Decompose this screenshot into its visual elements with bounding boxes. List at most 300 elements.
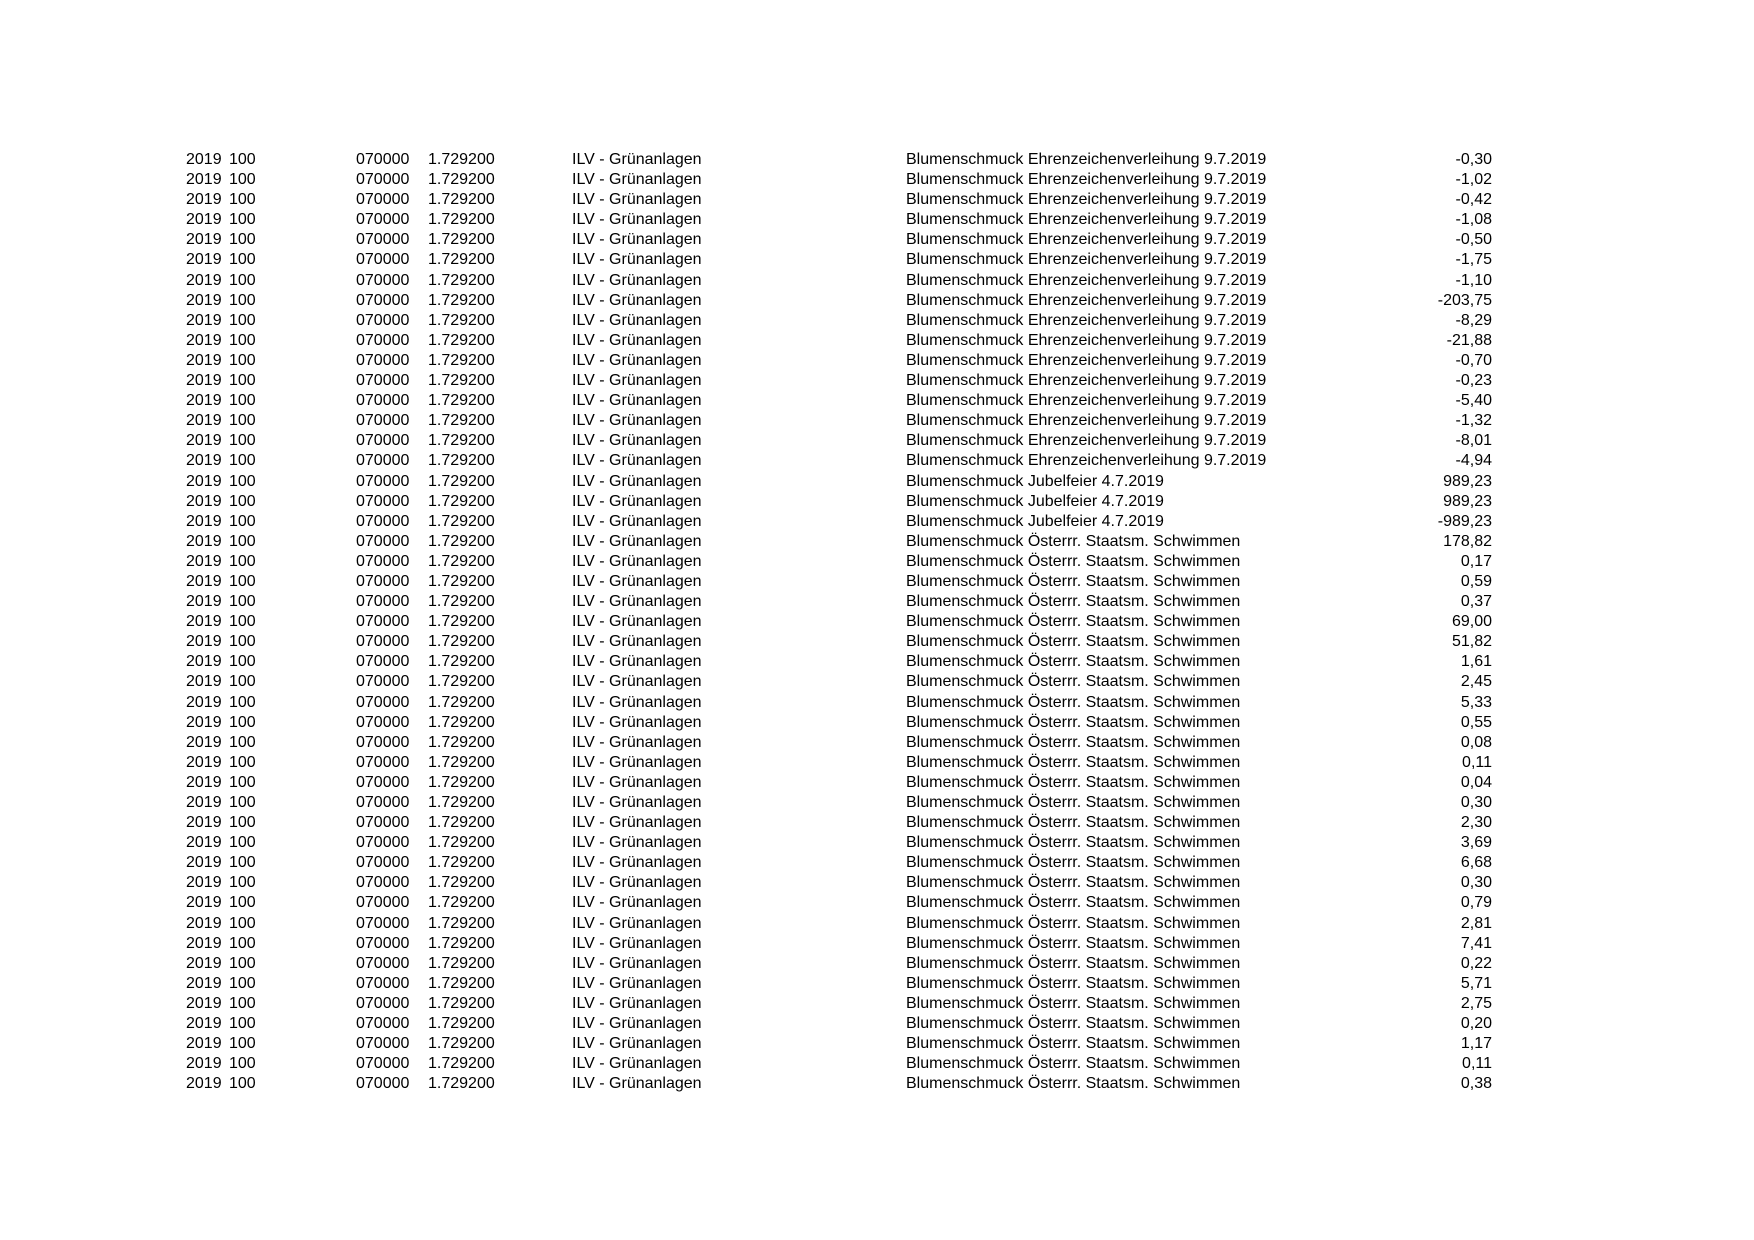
- fund-cell: 070000: [356, 633, 410, 651]
- fund-cell: 070000: [356, 492, 410, 510]
- amount-cell: 1,61: [1460, 653, 1492, 671]
- year-cell: 2019: [186, 773, 222, 791]
- fund-cell: 070000: [356, 834, 410, 852]
- description-cell: Blumenschmuck Österrr. Staatsm. Schwimmen: [906, 954, 1241, 972]
- category-cell: ILV - Grünanlagen: [572, 954, 702, 972]
- category-cell: ILV - Grünanlagen: [572, 271, 702, 289]
- table-row: [0, 833, 1754, 853]
- description-cell: Blumenschmuck Österrr. Staatsm. Schwimmen: [906, 1015, 1241, 1033]
- description-cell: Blumenschmuck Jubelfeier 4.7.2019: [906, 492, 1164, 510]
- year-cell: 2019: [186, 673, 222, 691]
- fund-cell: 070000: [356, 392, 410, 410]
- account-cell: 1.729200: [428, 593, 495, 611]
- description-cell: Blumenschmuck Österrr. Staatsm. Schwimmen: [906, 552, 1241, 570]
- year-cell: 2019: [186, 653, 222, 671]
- amount-cell: 0,20: [1460, 1015, 1492, 1033]
- amount-cell: 0,30: [1460, 874, 1492, 892]
- code-cell: 100: [229, 231, 256, 249]
- amount-cell: -1,08: [1455, 211, 1492, 229]
- fund-cell: 070000: [356, 854, 410, 872]
- amount-cell: -1,10: [1455, 271, 1492, 289]
- account-cell: 1.729200: [428, 311, 495, 329]
- account-cell: 1.729200: [428, 753, 495, 771]
- table-row: [0, 713, 1754, 733]
- fund-cell: 070000: [356, 934, 410, 952]
- year-cell: 2019: [186, 794, 222, 811]
- account-cell: 1.729200: [428, 613, 495, 631]
- table-row: [0, 652, 1754, 672]
- year-cell: 2019: [186, 934, 222, 952]
- table-row: [0, 230, 1754, 250]
- code-cell: 100: [229, 713, 256, 731]
- description-cell: Blumenschmuck Österrr. Staatsm. Schwimmen: [906, 572, 1241, 590]
- code-cell: 100: [229, 613, 256, 631]
- category-cell: ILV - Grünanlagen: [572, 452, 702, 470]
- description-cell: Blumenschmuck Ehrenzeichenverleihung 9.7.2019: [906, 171, 1267, 189]
- code-cell: 100: [229, 552, 256, 570]
- code-cell: 100: [229, 733, 256, 751]
- account-cell: 1.729200: [428, 351, 495, 369]
- amount-cell: 0,79: [1460, 894, 1492, 912]
- account-cell: 1.729200: [428, 512, 495, 530]
- fund-cell: 070000: [356, 311, 410, 329]
- table-row: [0, 190, 1754, 210]
- fund-cell: 070000: [356, 954, 410, 972]
- category-cell: ILV - Grünanlagen: [572, 1035, 702, 1053]
- code-cell: 100: [229, 1035, 256, 1053]
- category-cell: ILV - Grünanlagen: [572, 512, 702, 530]
- amount-cell: -8,01: [1455, 432, 1492, 450]
- code-cell: 100: [229, 171, 256, 189]
- account-cell: 1.729200: [428, 171, 495, 189]
- account-cell: 1.729200: [428, 231, 495, 249]
- account-cell: 1.729200: [428, 1055, 495, 1073]
- description-cell: Blumenschmuck Österrr. Staatsm. Schwimmen: [906, 593, 1241, 611]
- code-cell: 100: [229, 311, 256, 329]
- description-cell: Blumenschmuck Ehrenzeichenverleihung 9.7.2019: [906, 211, 1267, 229]
- table-row: [0, 934, 1754, 954]
- amount-cell: 0,55: [1460, 713, 1492, 731]
- year-cell: 2019: [186, 311, 222, 329]
- description-cell: Blumenschmuck Österrr. Staatsm. Schwimmen: [906, 613, 1241, 631]
- category-cell: ILV - Grünanlagen: [572, 572, 702, 590]
- code-cell: 100: [229, 532, 256, 550]
- account-cell: 1.729200: [428, 834, 495, 852]
- code-cell: 100: [229, 372, 256, 390]
- description-cell: Blumenschmuck Ehrenzeichenverleihung 9.7.2019: [906, 372, 1267, 390]
- year-cell: 2019: [186, 874, 222, 892]
- year-cell: 2019: [186, 412, 222, 430]
- code-cell: 100: [229, 151, 256, 168]
- description-cell: Blumenschmuck Ehrenzeichenverleihung 9.7.2019: [906, 452, 1267, 470]
- code-cell: 100: [229, 251, 256, 269]
- code-cell: 100: [229, 1015, 256, 1033]
- table-row: [0, 391, 1754, 411]
- fund-cell: 070000: [356, 432, 410, 450]
- category-cell: ILV - Grünanlagen: [572, 251, 702, 269]
- description-cell: Blumenschmuck Österrr. Staatsm. Schwimmen: [906, 934, 1241, 952]
- code-cell: 100: [229, 452, 256, 470]
- fund-cell: 070000: [356, 914, 410, 932]
- fund-cell: 070000: [356, 291, 410, 309]
- category-cell: ILV - Grünanlagen: [572, 331, 702, 349]
- table-row: [0, 411, 1754, 431]
- amount-cell: -4,94: [1455, 452, 1492, 470]
- category-cell: ILV - Grünanlagen: [572, 613, 702, 631]
- year-cell: 2019: [186, 1075, 222, 1093]
- year-cell: 2019: [186, 271, 222, 289]
- account-cell: 1.729200: [428, 331, 495, 349]
- category-cell: ILV - Grünanlagen: [572, 673, 702, 691]
- amount-cell: 6,68: [1460, 854, 1492, 872]
- fund-cell: 070000: [356, 593, 410, 611]
- year-cell: 2019: [186, 753, 222, 771]
- category-cell: ILV - Grünanlagen: [572, 894, 702, 912]
- category-cell: ILV - Grünanlagen: [572, 372, 702, 390]
- amount-cell: 2,45: [1460, 673, 1492, 691]
- fund-cell: 070000: [356, 351, 410, 369]
- year-cell: 2019: [186, 814, 222, 832]
- fund-cell: 070000: [356, 994, 410, 1012]
- table-row: [0, 371, 1754, 391]
- table-row: [0, 250, 1754, 270]
- amount-cell: -0,42: [1455, 191, 1492, 209]
- description-cell: Blumenschmuck Österrr. Staatsm. Schwimmen: [906, 834, 1241, 852]
- table-row: [0, 311, 1754, 331]
- code-cell: 100: [229, 954, 256, 972]
- description-cell: Blumenschmuck Österrr. Staatsm. Schwimmen: [906, 693, 1241, 711]
- fund-cell: 070000: [356, 1075, 410, 1093]
- year-cell: 2019: [186, 914, 222, 932]
- table-row: [0, 552, 1754, 572]
- amount-cell: 0,17: [1460, 552, 1492, 570]
- category-cell: ILV - Grünanlagen: [572, 552, 702, 570]
- account-cell: 1.729200: [428, 151, 495, 168]
- account-cell: 1.729200: [428, 934, 495, 952]
- code-cell: 100: [229, 693, 256, 711]
- account-cell: 1.729200: [428, 974, 495, 992]
- account-cell: 1.729200: [428, 412, 495, 430]
- account-cell: 1.729200: [428, 572, 495, 590]
- ledger-table: [0, 150, 1754, 1094]
- amount-cell: 178,82: [1443, 532, 1492, 550]
- code-cell: 100: [229, 894, 256, 912]
- description-cell: Blumenschmuck Österrr. Staatsm. Schwimmen: [906, 914, 1241, 932]
- category-cell: ILV - Grünanlagen: [572, 412, 702, 430]
- category-cell: ILV - Grünanlagen: [572, 392, 702, 410]
- table-row: [0, 1054, 1754, 1074]
- table-row: [0, 331, 1754, 351]
- table-row: [0, 974, 1754, 994]
- account-cell: 1.729200: [428, 1015, 495, 1033]
- year-cell: 2019: [186, 593, 222, 611]
- fund-cell: 070000: [356, 653, 410, 671]
- fund-cell: 070000: [356, 874, 410, 892]
- account-cell: 1.729200: [428, 713, 495, 731]
- amount-cell: 0,30: [1460, 794, 1492, 811]
- year-cell: 2019: [186, 1035, 222, 1053]
- table-row: [0, 572, 1754, 592]
- description-cell: Blumenschmuck Österrr. Staatsm. Schwimmen: [906, 733, 1241, 751]
- year-cell: 2019: [186, 954, 222, 972]
- category-cell: ILV - Grünanlagen: [572, 231, 702, 249]
- code-cell: 100: [229, 211, 256, 229]
- amount-cell: -0,30: [1455, 151, 1492, 168]
- year-cell: 2019: [186, 452, 222, 470]
- description-cell: Blumenschmuck Ehrenzeichenverleihung 9.7.2019: [906, 311, 1267, 329]
- description-cell: Blumenschmuck Ehrenzeichenverleihung 9.7.2019: [906, 291, 1267, 309]
- account-cell: 1.729200: [428, 794, 495, 811]
- account-cell: 1.729200: [428, 191, 495, 209]
- table-row: [0, 492, 1754, 512]
- amount-cell: -5,40: [1455, 392, 1492, 410]
- amount-cell: 0,08: [1460, 733, 1492, 751]
- account-cell: 1.729200: [428, 251, 495, 269]
- category-cell: ILV - Grünanlagen: [572, 974, 702, 992]
- account-cell: 1.729200: [428, 914, 495, 932]
- fund-cell: 070000: [356, 733, 410, 751]
- amount-cell: 0,38: [1460, 1075, 1492, 1093]
- code-cell: 100: [229, 874, 256, 892]
- amount-cell: 5,33: [1460, 693, 1492, 711]
- table-row: [0, 472, 1754, 492]
- table-row: [0, 893, 1754, 913]
- year-cell: 2019: [186, 552, 222, 570]
- amount-cell: 989,23: [1443, 472, 1492, 490]
- year-cell: 2019: [186, 171, 222, 189]
- description-cell: Blumenschmuck Österrr. Staatsm. Schwimmen: [906, 994, 1241, 1012]
- fund-cell: 070000: [356, 753, 410, 771]
- table-row: [0, 612, 1754, 632]
- year-cell: 2019: [186, 372, 222, 390]
- year-cell: 2019: [186, 251, 222, 269]
- code-cell: 100: [229, 934, 256, 952]
- table-row: [0, 532, 1754, 552]
- description-cell: Blumenschmuck Österrr. Staatsm. Schwimmen: [906, 1055, 1241, 1073]
- fund-cell: 070000: [356, 974, 410, 992]
- table-row: [0, 773, 1754, 793]
- year-cell: 2019: [186, 572, 222, 590]
- table-row: [0, 451, 1754, 471]
- fund-cell: 070000: [356, 512, 410, 530]
- code-cell: 100: [229, 673, 256, 691]
- table-row: [0, 351, 1754, 371]
- account-cell: 1.729200: [428, 492, 495, 510]
- description-cell: Blumenschmuck Österrr. Staatsm. Schwimmen: [906, 713, 1241, 731]
- fund-cell: 070000: [356, 532, 410, 550]
- table-row: [0, 170, 1754, 190]
- fund-cell: 070000: [356, 572, 410, 590]
- amount-cell: 2,81: [1460, 914, 1492, 932]
- year-cell: 2019: [186, 231, 222, 249]
- fund-cell: 070000: [356, 191, 410, 209]
- description-cell: Blumenschmuck Österrr. Staatsm. Schwimmen: [906, 814, 1241, 832]
- category-cell: ILV - Grünanlagen: [572, 171, 702, 189]
- year-cell: 2019: [186, 693, 222, 711]
- code-cell: 100: [229, 572, 256, 590]
- amount-cell: 2,30: [1460, 814, 1492, 832]
- fund-cell: 070000: [356, 673, 410, 691]
- amount-cell: 3,69: [1460, 834, 1492, 852]
- amount-cell: -21,88: [1446, 331, 1492, 349]
- year-cell: 2019: [186, 392, 222, 410]
- code-cell: 100: [229, 814, 256, 832]
- category-cell: ILV - Grünanlagen: [572, 733, 702, 751]
- amount-cell: -203,75: [1437, 291, 1492, 309]
- table-row: [0, 271, 1754, 291]
- account-cell: 1.729200: [428, 653, 495, 671]
- fund-cell: 070000: [356, 151, 410, 168]
- code-cell: 100: [229, 994, 256, 1012]
- amount-cell: -1,75: [1455, 251, 1492, 269]
- table-row: [0, 793, 1754, 813]
- table-row: [0, 693, 1754, 713]
- category-cell: ILV - Grünanlagen: [572, 773, 702, 791]
- category-cell: ILV - Grünanlagen: [572, 653, 702, 671]
- table-row: [0, 210, 1754, 230]
- code-cell: 100: [229, 191, 256, 209]
- description-cell: Blumenschmuck Österrr. Staatsm. Schwimmen: [906, 532, 1241, 550]
- year-cell: 2019: [186, 532, 222, 550]
- account-cell: 1.729200: [428, 693, 495, 711]
- code-cell: 100: [229, 271, 256, 289]
- fund-cell: 070000: [356, 472, 410, 490]
- year-cell: 2019: [186, 834, 222, 852]
- table-row: [0, 1074, 1754, 1094]
- amount-cell: 5,71: [1460, 974, 1492, 992]
- amount-cell: -1,32: [1455, 412, 1492, 430]
- description-cell: Blumenschmuck Österrr. Staatsm. Schwimmen: [906, 854, 1241, 872]
- account-cell: 1.729200: [428, 874, 495, 892]
- year-cell: 2019: [186, 432, 222, 450]
- amount-cell: 0,11: [1462, 753, 1492, 771]
- year-cell: 2019: [186, 713, 222, 731]
- description-cell: Blumenschmuck Österrr. Staatsm. Schwimmen: [906, 1075, 1241, 1093]
- code-cell: 100: [229, 1075, 256, 1093]
- fund-cell: 070000: [356, 773, 410, 791]
- account-cell: 1.729200: [428, 452, 495, 470]
- fund-cell: 070000: [356, 894, 410, 912]
- category-cell: ILV - Grünanlagen: [572, 794, 702, 811]
- description-cell: Blumenschmuck Österrr. Staatsm. Schwimmen: [906, 633, 1241, 651]
- category-cell: ILV - Grünanlagen: [572, 151, 702, 168]
- table-row: [0, 632, 1754, 652]
- account-cell: 1.729200: [428, 552, 495, 570]
- year-cell: 2019: [186, 191, 222, 209]
- fund-cell: 070000: [356, 1035, 410, 1053]
- category-cell: ILV - Grünanlagen: [572, 633, 702, 651]
- code-cell: 100: [229, 512, 256, 530]
- amount-cell: 0,37: [1460, 593, 1492, 611]
- amount-cell: 1,17: [1460, 1035, 1492, 1053]
- code-cell: 100: [229, 633, 256, 651]
- category-cell: ILV - Grünanlagen: [572, 713, 702, 731]
- year-cell: 2019: [186, 974, 222, 992]
- code-cell: 100: [229, 1055, 256, 1073]
- table-row: [0, 592, 1754, 612]
- fund-cell: 070000: [356, 814, 410, 832]
- fund-cell: 070000: [356, 412, 410, 430]
- category-cell: ILV - Grünanlagen: [572, 593, 702, 611]
- amount-cell: -8,29: [1455, 311, 1492, 329]
- table-row: [0, 853, 1754, 873]
- amount-cell: -0,23: [1455, 372, 1492, 390]
- amount-cell: 0,22: [1460, 954, 1492, 972]
- table-row: [0, 994, 1754, 1014]
- code-cell: 100: [229, 974, 256, 992]
- category-cell: ILV - Grünanlagen: [572, 351, 702, 369]
- description-cell: Blumenschmuck Ehrenzeichenverleihung 9.7.2019: [906, 351, 1267, 369]
- amount-cell: 2,75: [1460, 994, 1492, 1012]
- account-cell: 1.729200: [428, 372, 495, 390]
- category-cell: ILV - Grünanlagen: [572, 532, 702, 550]
- code-cell: 100: [229, 331, 256, 349]
- table-row: [0, 753, 1754, 773]
- code-cell: 100: [229, 392, 256, 410]
- description-cell: Blumenschmuck Österrr. Staatsm. Schwimmen: [906, 1035, 1241, 1053]
- year-cell: 2019: [186, 472, 222, 490]
- table-row: [0, 672, 1754, 692]
- account-cell: 1.729200: [428, 432, 495, 450]
- description-cell: Blumenschmuck Ehrenzeichenverleihung 9.7.2019: [906, 271, 1267, 289]
- description-cell: Blumenschmuck Ehrenzeichenverleihung 9.7.2019: [906, 231, 1267, 249]
- category-cell: ILV - Grünanlagen: [572, 432, 702, 450]
- amount-cell: 0,59: [1460, 572, 1492, 590]
- fund-cell: 070000: [356, 251, 410, 269]
- fund-cell: 070000: [356, 552, 410, 570]
- amount-cell: -0,70: [1455, 351, 1492, 369]
- table-row: [0, 733, 1754, 753]
- fund-cell: 070000: [356, 171, 410, 189]
- year-cell: 2019: [186, 854, 222, 872]
- account-cell: 1.729200: [428, 994, 495, 1012]
- fund-cell: 070000: [356, 794, 410, 811]
- account-cell: 1.729200: [428, 894, 495, 912]
- table-row: [0, 1014, 1754, 1034]
- year-cell: 2019: [186, 633, 222, 651]
- fund-cell: 070000: [356, 372, 410, 390]
- account-cell: 1.729200: [428, 392, 495, 410]
- description-cell: Blumenschmuck Jubelfeier 4.7.2019: [906, 472, 1164, 490]
- year-cell: 2019: [186, 492, 222, 510]
- description-cell: Blumenschmuck Jubelfeier 4.7.2019: [906, 512, 1164, 530]
- category-cell: ILV - Grünanlagen: [572, 854, 702, 872]
- year-cell: 2019: [186, 613, 222, 631]
- code-cell: 100: [229, 834, 256, 852]
- fund-cell: 070000: [356, 713, 410, 731]
- code-cell: 100: [229, 773, 256, 791]
- account-cell: 1.729200: [428, 472, 495, 490]
- fund-cell: 070000: [356, 331, 410, 349]
- account-cell: 1.729200: [428, 773, 495, 791]
- table-row: [0, 1034, 1754, 1054]
- category-cell: ILV - Grünanlagen: [572, 834, 702, 852]
- category-cell: ILV - Grünanlagen: [572, 693, 702, 711]
- code-cell: 100: [229, 794, 256, 811]
- table-row: [0, 512, 1754, 532]
- category-cell: ILV - Grünanlagen: [572, 814, 702, 832]
- account-cell: 1.729200: [428, 814, 495, 832]
- year-cell: 2019: [186, 331, 222, 349]
- category-cell: ILV - Grünanlagen: [572, 874, 702, 892]
- code-cell: 100: [229, 412, 256, 430]
- category-cell: ILV - Grünanlagen: [572, 994, 702, 1012]
- account-cell: 1.729200: [428, 291, 495, 309]
- year-cell: 2019: [186, 211, 222, 229]
- category-cell: ILV - Grünanlagen: [572, 492, 702, 510]
- amount-cell: -0,50: [1455, 231, 1492, 249]
- fund-cell: 070000: [356, 231, 410, 249]
